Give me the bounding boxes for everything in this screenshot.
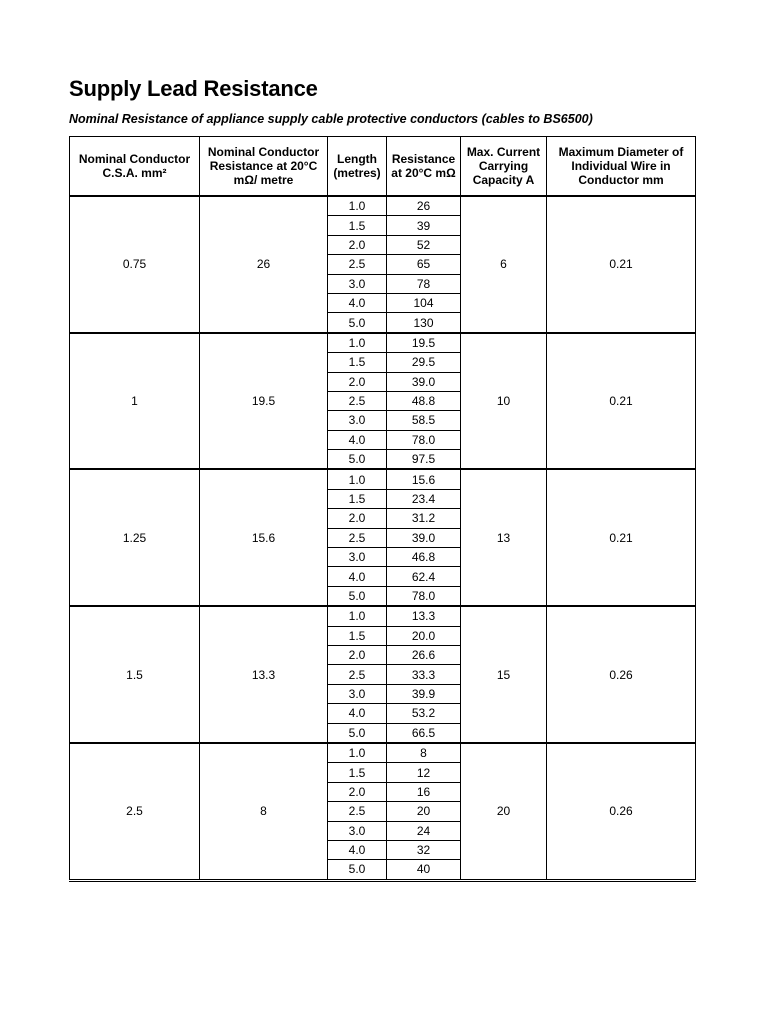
length-cell: 1.0 <box>328 333 387 353</box>
resistance-cell: 97.5 <box>387 450 461 470</box>
length-cell: 2.5 <box>328 391 387 410</box>
length-cell: 2.0 <box>328 372 387 391</box>
header-resistance-total: Resistance at 20°C mΩ <box>387 137 461 197</box>
resistance-cell: 46.8 <box>387 548 461 567</box>
length-cell: 4.0 <box>328 840 387 859</box>
resistance-cell: 15.6 <box>387 469 461 489</box>
header-resistance-per-metre: Nominal Conductor Resistance at 20°C mΩ/ metre <box>200 137 328 197</box>
table-header-row <box>70 137 696 197</box>
length-cell: 1.5 <box>328 626 387 645</box>
resistance-cell: 48.8 <box>387 391 461 410</box>
csa-cell: 1 <box>70 333 200 470</box>
resistance-per-metre-cell: 15.6 <box>200 469 328 606</box>
length-cell: 1.0 <box>328 469 387 489</box>
header-max-current: Max. Current Carrying Capacity A <box>461 137 547 197</box>
length-cell: 4.0 <box>328 567 387 586</box>
resistance-cell: 29.5 <box>387 353 461 372</box>
resistance-cell: 13.3 <box>387 606 461 626</box>
resistance-cell: 40 <box>387 860 461 880</box>
page-subtitle: Nominal Resistance of appliance supply cable protective conductors (cables to BS6500) <box>69 112 593 126</box>
table-body <box>70 196 696 880</box>
length-cell: 2.0 <box>328 235 387 254</box>
length-cell: 2.5 <box>328 665 387 684</box>
resistance-cell: 32 <box>387 840 461 859</box>
resistance-cell: 39.9 <box>387 684 461 703</box>
max-diameter-cell: 0.26 <box>547 606 696 743</box>
resistance-cell: 39.0 <box>387 372 461 391</box>
resistance-cell: 31.2 <box>387 509 461 528</box>
length-cell: 2.0 <box>328 782 387 801</box>
resistance-cell: 19.5 <box>387 333 461 353</box>
resistance-cell: 26 <box>387 196 461 216</box>
max-diameter-cell: 0.21 <box>547 333 696 470</box>
length-cell: 1.5 <box>328 216 387 235</box>
resistance-cell: 20 <box>387 802 461 821</box>
length-cell: 5.0 <box>328 860 387 880</box>
header-max-diameter: Maximum Diameter of Individual Wire in Conductor mm <box>547 137 696 197</box>
max-diameter-cell: 0.21 <box>547 469 696 606</box>
csa-cell: 2.5 <box>70 743 200 880</box>
resistance-cell: 33.3 <box>387 665 461 684</box>
resistance-cell: 130 <box>387 313 461 333</box>
length-cell: 3.0 <box>328 548 387 567</box>
csa-cell: 1.25 <box>70 469 200 606</box>
length-cell: 2.0 <box>328 645 387 664</box>
length-cell: 4.0 <box>328 704 387 723</box>
resistance-cell: 24 <box>387 821 461 840</box>
resistance-cell: 58.5 <box>387 411 461 430</box>
length-cell: 2.5 <box>328 255 387 274</box>
max-diameter-cell: 0.26 <box>547 743 696 880</box>
page-title: Supply Lead Resistance <box>69 76 318 101</box>
resistance-cell: 20.0 <box>387 626 461 645</box>
resistance-cell: 12 <box>387 763 461 782</box>
length-cell: 2.0 <box>328 509 387 528</box>
header-csa: Nominal Conductor C.S.A. mm² <box>70 137 200 197</box>
resistance-per-metre-cell: 8 <box>200 743 328 880</box>
resistance-cell: 26.6 <box>387 645 461 664</box>
csa-cell: 0.75 <box>70 196 200 333</box>
resistance-per-metre-cell: 13.3 <box>200 606 328 743</box>
resistance-cell: 53.2 <box>387 704 461 723</box>
length-cell: 5.0 <box>328 586 387 606</box>
resistance-per-metre-cell: 26 <box>200 196 328 333</box>
table-row <box>70 743 696 763</box>
length-cell: 1.0 <box>328 196 387 216</box>
length-cell: 1.0 <box>328 743 387 763</box>
length-cell: 1.0 <box>328 606 387 626</box>
resistance-cell: 62.4 <box>387 567 461 586</box>
resistance-cell: 65 <box>387 255 461 274</box>
length-cell: 1.5 <box>328 489 387 508</box>
table-row <box>70 606 696 626</box>
length-cell: 3.0 <box>328 411 387 430</box>
max-diameter-cell: 0.21 <box>547 196 696 333</box>
header-length: Length (metres) <box>328 137 387 197</box>
resistance-cell: 104 <box>387 293 461 312</box>
resistance-cell: 8 <box>387 743 461 763</box>
length-cell: 4.0 <box>328 430 387 449</box>
resistance-cell: 39.0 <box>387 528 461 547</box>
length-cell: 1.5 <box>328 353 387 372</box>
max-current-cell: 15 <box>461 606 547 743</box>
max-current-cell: 20 <box>461 743 547 880</box>
length-cell: 5.0 <box>328 450 387 470</box>
length-cell: 3.0 <box>328 274 387 293</box>
table-row <box>70 469 696 489</box>
length-cell: 5.0 <box>328 313 387 333</box>
resistance-cell: 78 <box>387 274 461 293</box>
max-current-cell: 13 <box>461 469 547 606</box>
length-cell: 3.0 <box>328 684 387 703</box>
resistance-cell: 23.4 <box>387 489 461 508</box>
resistance-table <box>69 136 696 882</box>
resistance-cell: 39 <box>387 216 461 235</box>
resistance-cell: 78.0 <box>387 586 461 606</box>
max-current-cell: 6 <box>461 196 547 333</box>
length-cell: 2.5 <box>328 528 387 547</box>
resistance-cell: 66.5 <box>387 723 461 743</box>
table-row <box>70 333 696 353</box>
length-cell: 3.0 <box>328 821 387 840</box>
length-cell: 4.0 <box>328 293 387 312</box>
length-cell: 2.5 <box>328 802 387 821</box>
table-row <box>70 196 696 216</box>
max-current-cell: 10 <box>461 333 547 470</box>
resistance-cell: 78.0 <box>387 430 461 449</box>
resistance-per-metre-cell: 19.5 <box>200 333 328 470</box>
resistance-cell: 52 <box>387 235 461 254</box>
resistance-cell: 16 <box>387 782 461 801</box>
length-cell: 5.0 <box>328 723 387 743</box>
csa-cell: 1.5 <box>70 606 200 743</box>
length-cell: 1.5 <box>328 763 387 782</box>
